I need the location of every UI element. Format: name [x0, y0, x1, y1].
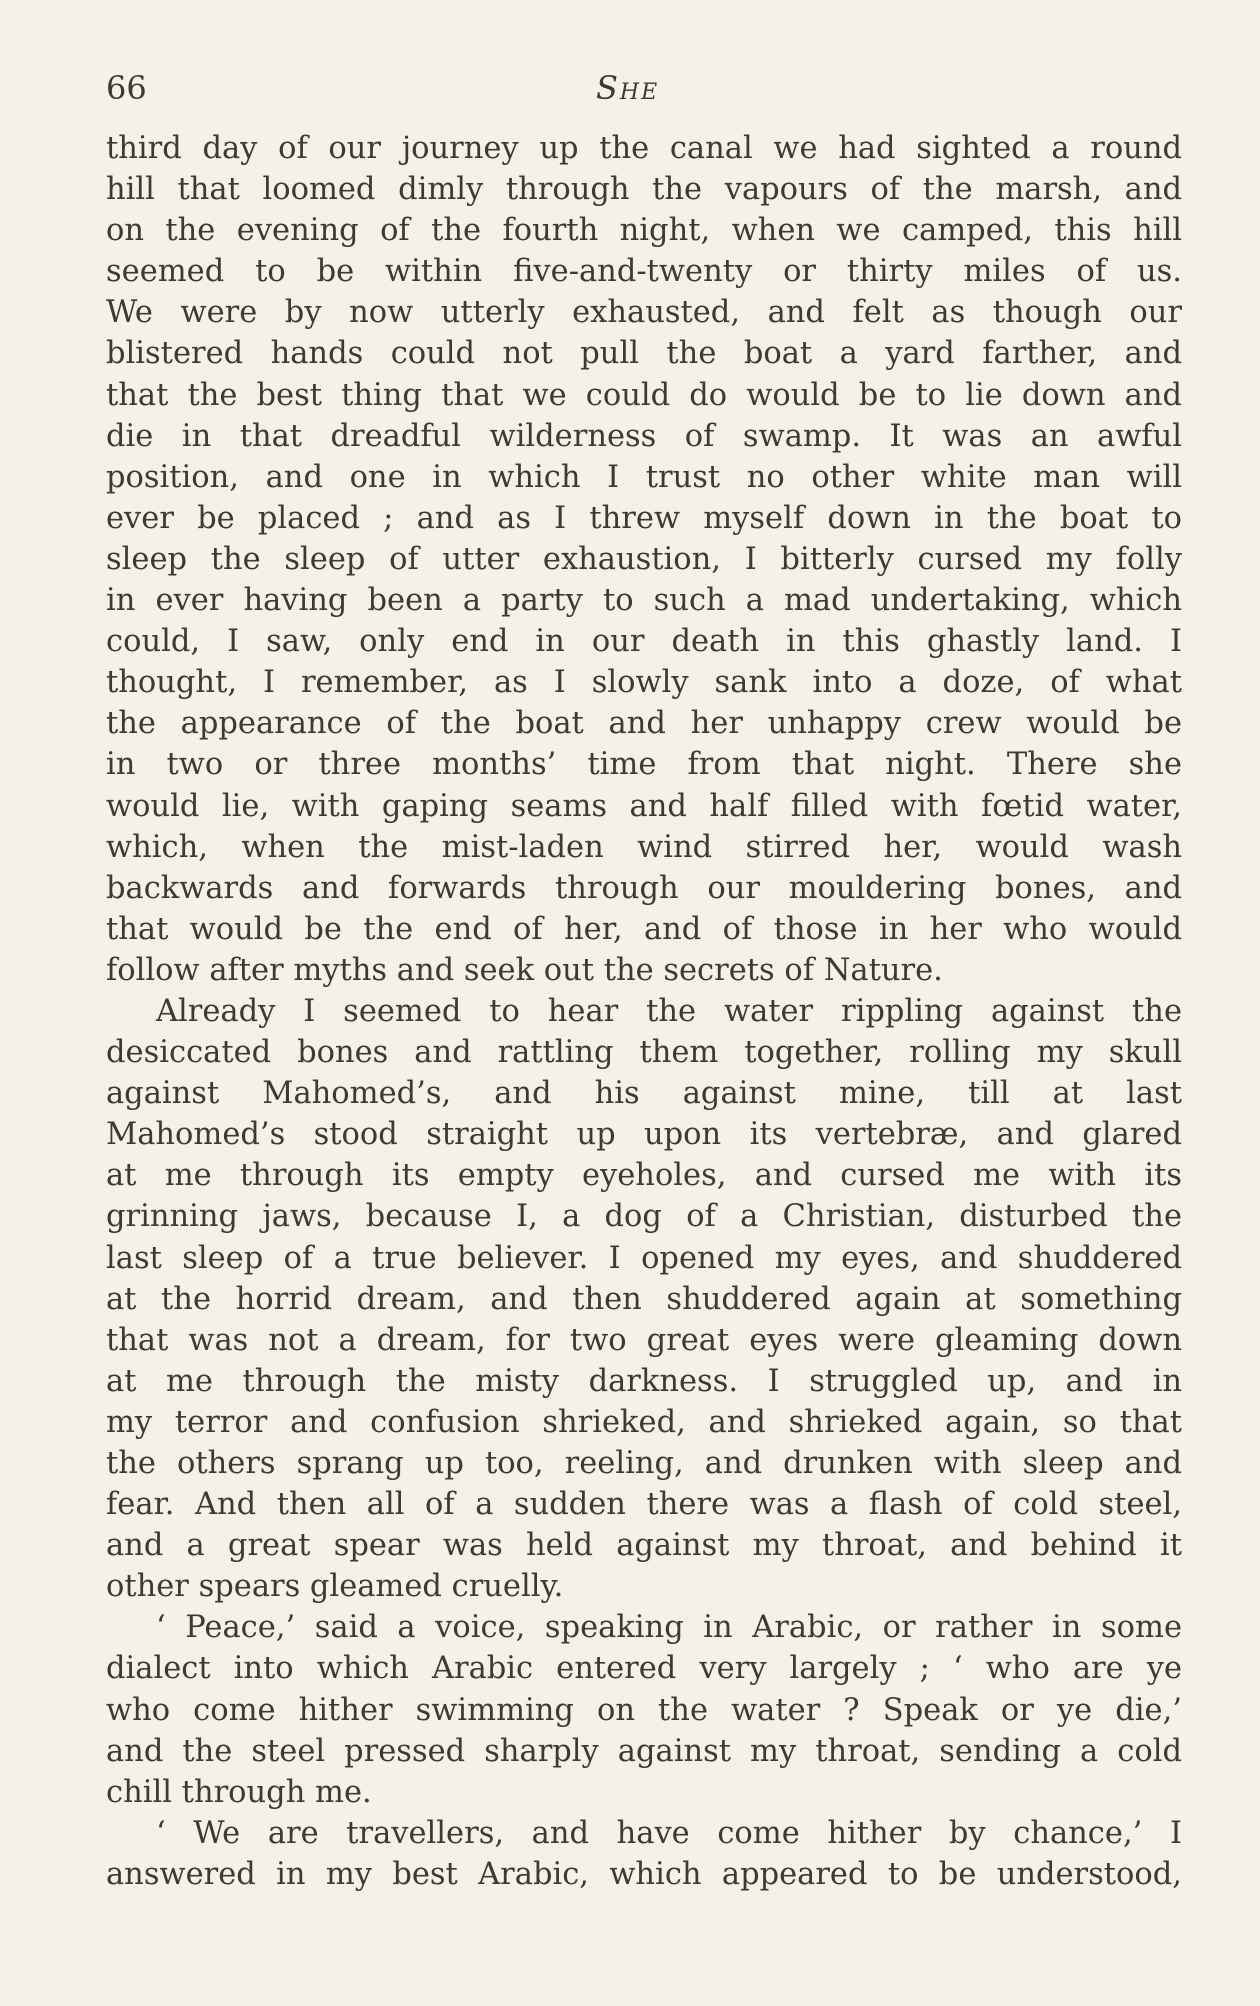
text-line: that was not a dream, for two great eyes were gleaming down: [106, 1322, 1182, 1358]
page-number: 66: [106, 69, 147, 107]
text-line: position, and one in which I trust no other white man will: [106, 459, 1182, 495]
text-line: answered in my best Arabic, which appeared to be understood,: [106, 1856, 1182, 1892]
text-line: die in that dreadful wilderness of swamp. It was an awful: [106, 418, 1182, 454]
text-line: seemed to be within five-and-twenty or thirty miles of us.: [106, 254, 1182, 290]
text-line: at the horrid dream, and then shuddered again at something: [106, 1281, 1182, 1317]
text-line: third day of our journey up the canal we had sighted a round: [106, 131, 1182, 166]
text-line: hill that loomed dimly through the vapours of the marsh, and: [106, 172, 1182, 208]
text-line: Already I seemed to hear the water rippling against the: [156, 993, 1182, 1029]
text-line: sleep the sleep of utter exhaustion, I bitterly cursed my folly: [106, 541, 1182, 577]
text-line: which, when the mist-laden wind stirred her, would wash: [106, 829, 1182, 865]
text-line: against Mahomed’s, and his against mine, till at last: [106, 1076, 1182, 1112]
text-line: ever be placed ; and as I threw myself down in the boat to: [106, 500, 1182, 536]
running-head: [106, 60, 1182, 116]
text-line: chill through me.: [106, 1774, 372, 1810]
text-line: blistered hands could not pull the boat a yard farther, and: [106, 336, 1182, 372]
text-line: my terror and confusion shrieked, and shrieked again, so that: [106, 1404, 1182, 1440]
text-line: that would be the end of her, and of those in her who would: [106, 911, 1182, 947]
text-line: dialect into which Arabic entered very largely ; ‘ who are ye: [106, 1651, 1182, 1687]
text-line: in two or three months’ time from that night. There she: [106, 747, 1182, 783]
text-line: follow after myths and seek out the secrets of Nature.: [106, 952, 943, 988]
text-line: the appearance of the boat and her unhappy crew would be: [106, 706, 1182, 742]
body-text: [106, 128, 1182, 1895]
text-line: on the evening of the fourth night, when we camped, this hill: [106, 213, 1182, 249]
text-line: at me through the misty darkness. I struggled up, and in: [106, 1363, 1182, 1399]
text-line: ‘ Peace,’ said a voice, speaking in Arabic, or rather in some: [156, 1610, 1182, 1646]
text-line: We were by now utterly exhausted, and felt as though our: [106, 295, 1182, 331]
text-line: grinning jaws, because I, a dog of a Christian, disturbed the: [106, 1199, 1182, 1235]
text-line: and a great spear was held against my throat, and behind it: [106, 1528, 1182, 1564]
text-line: last sleep of a true believer. I opened my eyes, and shuddered: [106, 1240, 1182, 1276]
running-title: She: [596, 69, 660, 107]
text-line: desiccated bones and rattling them together, rolling my skull: [106, 1035, 1182, 1071]
text-line: thought, I remember, as I slowly sank into a doze, of what: [106, 665, 1182, 701]
text-line: who come hither swimming on the water ? Speak or ye die,’: [106, 1692, 1182, 1728]
text-line: ‘ We are travellers, and have come hither by chance,’ I: [156, 1815, 1182, 1851]
text-line: would lie, with gaping seams and half filled with fœtid water,: [106, 788, 1182, 824]
text-line: at me through its empty eyeholes, and cursed me with its: [106, 1158, 1182, 1194]
text-line: and the steel pressed sharply against my throat, sending a cold: [106, 1733, 1182, 1769]
text-line: other spears gleamed cruelly.: [106, 1569, 564, 1605]
book-page: [106, 60, 1182, 1895]
text-line: fear. And then all of a sudden there was a flash of cold steel,: [106, 1487, 1182, 1523]
text-line: in ever having been a party to such a mad undertaking, which: [106, 583, 1182, 619]
text-line: the others sprang up too, reeling, and drunken with sleep and: [106, 1446, 1182, 1481]
text-line: Mahomed’s stood straight up upon its vertebræ, and glared: [106, 1117, 1182, 1153]
text-line: could, I saw, only end in our death in this ghastly land. I: [106, 624, 1182, 660]
text-line: backwards and forwards through our mouldering bones, and: [106, 870, 1182, 906]
text-line: that the best thing that we could do would be to lie down and: [106, 377, 1182, 413]
